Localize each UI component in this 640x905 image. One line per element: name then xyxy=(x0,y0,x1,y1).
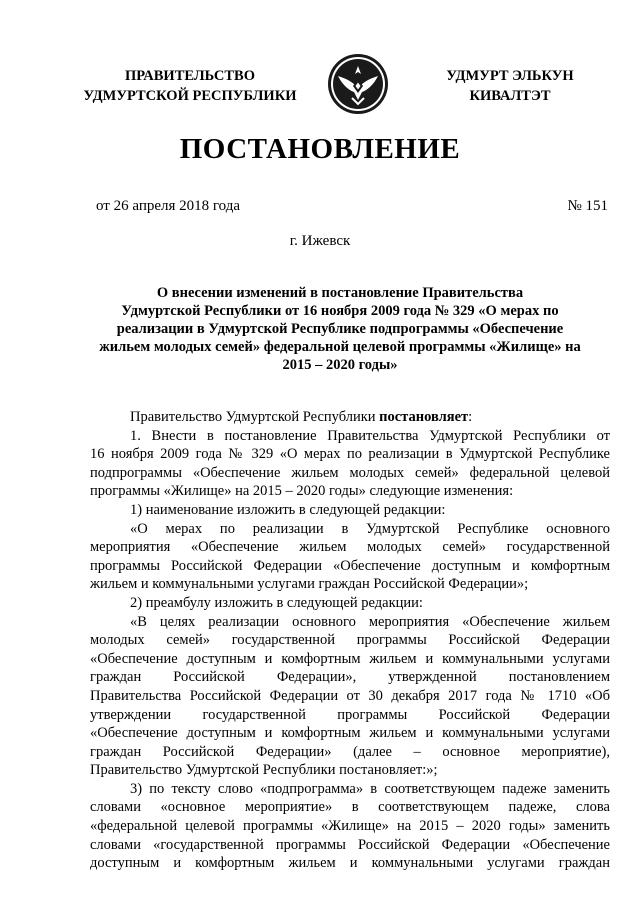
body-line: граждан Российской Федерации» (далее – основное мероприятие), xyxy=(90,743,610,760)
document-title: ПОСТАНОВЛЕНИЕ xyxy=(179,133,461,165)
body-line: «Обеспечение доступным и комфортным жильем и коммунальными услугами xyxy=(90,650,610,667)
document-date: от 26 апреля 2018 года xyxy=(96,198,241,214)
document-body xyxy=(90,408,610,873)
body-line: доступным и комфортным жильем и коммунальными услугами граждан xyxy=(90,855,610,872)
subject-line: О внесении изменений в постановление Правительства xyxy=(156,285,524,301)
government-name-udmurt xyxy=(410,66,610,106)
body-line: словами «основное мероприятие» в соответствующем падеже, слова xyxy=(90,799,610,816)
body-line: «федеральной целевой программы «Жилище» на 2015 – 2020 годы» заменить xyxy=(90,818,610,835)
document-city: г. Ижевск xyxy=(289,233,351,249)
document-subject xyxy=(80,284,600,374)
body-line: 16 ноября 2009 года № 329 «О мерах по реализации в Удмуртской Республике xyxy=(90,446,610,463)
intro-text: Правительство Удмуртской Республики xyxy=(130,409,380,425)
intro-colon: : xyxy=(468,409,473,425)
body-line: 3) по тексту слово «подпрограмма» в соответствующем падеже заменить xyxy=(130,780,610,797)
government-name-russian xyxy=(70,66,310,106)
body-line: утверждении государственной программы Российской Федерации xyxy=(90,706,610,723)
body-line: «О мерах по реализации в Удмуртской Республике основного xyxy=(130,520,610,537)
body-line: мероприятия «Обеспечение жильем молодых семей» государственной xyxy=(90,539,610,556)
header-left-line: УДМУРТСКОЙ РЕСПУБЛИКИ xyxy=(83,88,297,104)
body-line: подпрограммы «Обеспечение жильем молодых семей» федеральной целевой xyxy=(90,464,610,481)
body-line: жильем и коммунальными услугами граждан Российской Федерации»; xyxy=(90,576,529,593)
body-line: 2) преамбулу изложить в следующей редакции: xyxy=(130,594,423,611)
coat-of-arms-icon xyxy=(326,52,390,116)
intro-keyword: постановляет xyxy=(379,409,469,425)
body-line: 1. Внести в постановление Правительства Удмуртской Республики от xyxy=(130,427,610,444)
body-line: молодых семей» государственной программы Российской Федерации xyxy=(90,632,610,649)
body-line: программы «Жилище» на 2015 – 2020 годы» следующие изменения: xyxy=(90,483,514,500)
body-line: программы Российской Федерации «Обеспечение доступным и комфортным xyxy=(90,557,610,574)
subject-line: жильем молодых семей» федеральной целевой программы «Жилище» на xyxy=(99,339,581,355)
document-number: № 151 xyxy=(567,198,608,214)
intro-line xyxy=(90,408,610,427)
body-line: «В целях реализации основного мероприятия «Обеспечение жильем xyxy=(130,613,610,630)
header-right-line: КИВАЛТЭТ xyxy=(469,88,551,104)
body-line: «Обеспечение доступным и комфортным жильем и коммунальными услугами xyxy=(90,725,610,742)
body-line: Правительства Российской Федерации от 30 декабря 2017 года № 1710 «Об xyxy=(90,687,610,704)
body-line: Правительство Удмуртской Республики постановляет:»; xyxy=(90,762,438,779)
subject-line: реализации в Удмуртской Республике подпрограммы «Обеспечение xyxy=(116,321,564,337)
subject-line: Удмуртской Республики от 16 ноября 2009 года № 329 «О мерах по xyxy=(121,303,559,319)
body-line: словами «государственной программы Российской Федерации «Обеспечение xyxy=(90,836,610,853)
header-right-line: УДМУРТ ЭЛЬКУН xyxy=(446,68,574,84)
subject-line: 2015 – 2020 годы» xyxy=(282,357,398,373)
body-line: 1) наименование изложить в следующей редакции: xyxy=(130,501,446,518)
body-line: граждан Российской Федерации», утвержденной постановлением xyxy=(90,669,610,686)
header-left-line: ПРАВИТЕЛЬСТВО xyxy=(125,68,255,84)
